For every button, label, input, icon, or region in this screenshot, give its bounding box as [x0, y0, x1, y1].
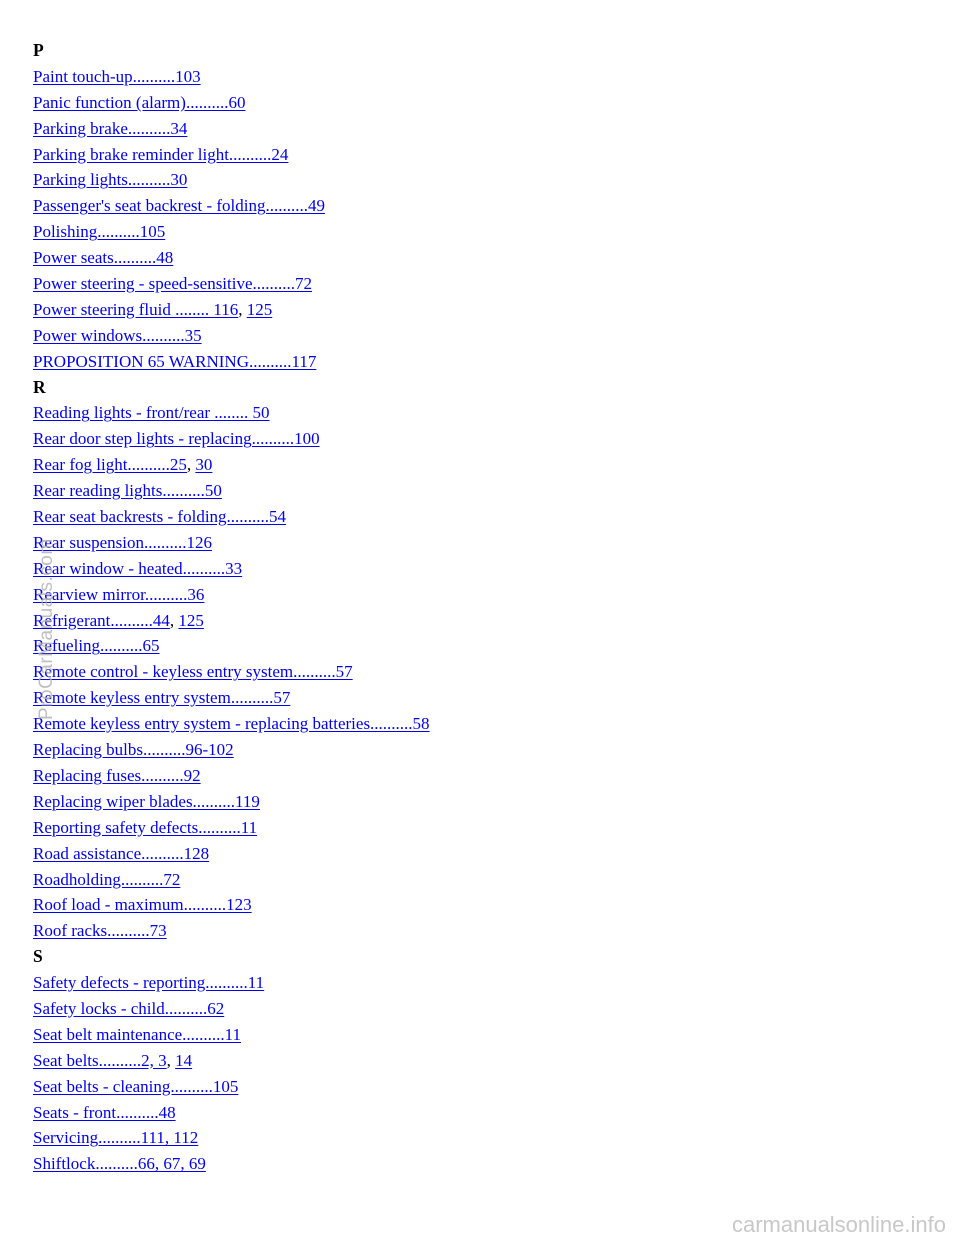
index-entry — [33, 1074, 430, 1100]
index-link[interactable]: Seat belts - cleaning..........105 — [33, 1076, 239, 1096]
index-link[interactable]: Remote keyless entry system..........57 — [33, 688, 291, 708]
index-link[interactable]: Power steering - speed-sensitive..........72 — [33, 274, 313, 294]
index-link[interactable]: Refueling..........65 — [33, 636, 160, 656]
index-entry — [33, 685, 430, 711]
index-entry — [33, 1151, 430, 1177]
index-link[interactable]: Parking lights..........30 — [33, 170, 188, 190]
index-link[interactable]: Rearview mirror..........36 — [33, 584, 205, 604]
index-link[interactable]: Rear fog light..........25 — [33, 455, 187, 475]
index-entry — [33, 556, 430, 582]
index-entry — [33, 116, 430, 142]
index-link[interactable]: Rear door step lights - replacing..........100 — [33, 429, 320, 449]
index-entry — [33, 323, 430, 349]
index-entry — [33, 918, 430, 944]
index-entry — [33, 789, 430, 815]
index-link[interactable]: Rear reading lights..........50 — [33, 481, 222, 501]
index-link[interactable]: Replacing bulbs..........96-102 — [33, 740, 234, 760]
footer-watermark: carmanualsonline.info — [731, 1212, 946, 1237]
index-entry — [33, 892, 430, 918]
index-link[interactable]: Rear window - heated..........33 — [33, 558, 243, 578]
index-link[interactable]: Power seats..........48 — [33, 248, 174, 268]
index-link[interactable]: Safety defects - reporting..........11 — [33, 973, 265, 993]
index-entry — [33, 167, 430, 193]
index-entry — [33, 841, 430, 867]
index-entry — [33, 400, 430, 426]
index-link[interactable]: Servicing..........111, 112 — [33, 1128, 199, 1148]
index-entry — [33, 271, 430, 297]
index-entry — [33, 193, 430, 219]
index-entry — [33, 90, 430, 116]
section-heading-p: P — [33, 40, 44, 60]
index-link[interactable]: Panic function (alarm)..........60 — [33, 92, 246, 112]
index-entry — [33, 582, 430, 608]
index-entry — [33, 349, 430, 375]
index-entry — [33, 142, 430, 168]
index-entry — [33, 970, 430, 996]
section-heading-s: S — [33, 946, 43, 967]
index-link[interactable]: Roof racks..........73 — [33, 921, 167, 941]
index-link[interactable]: Safety locks - child..........62 — [33, 998, 225, 1018]
index-entry — [33, 711, 430, 737]
index-link[interactable]: 30 — [195, 455, 213, 475]
index-entry — [33, 478, 430, 504]
index-link[interactable]: Seats - front..........48 — [33, 1102, 176, 1122]
index-link[interactable]: Road assistance..........128 — [33, 843, 210, 863]
index-entry — [33, 633, 430, 659]
index-link[interactable]: Parking brake..........34 — [33, 118, 188, 138]
index-entry — [33, 1048, 430, 1074]
index-entry — [33, 1022, 430, 1048]
index-entry — [33, 867, 430, 893]
index-link[interactable]: Polishing..........105 — [33, 222, 166, 242]
index-link[interactable]: 125 — [178, 610, 204, 630]
index-entry — [33, 452, 430, 478]
index-link[interactable]: Rear seat backrests - folding..........54 — [33, 507, 287, 527]
index-link[interactable]: Passenger's seat backrest - folding..........49 — [33, 196, 325, 216]
section-heading-r: R — [33, 376, 46, 397]
index-entry — [33, 996, 430, 1022]
alphabetical-index — [33, 38, 430, 1177]
index-entry — [33, 297, 430, 323]
index-link[interactable]: Seat belt maintenance..........11 — [33, 1024, 242, 1044]
index-entry — [33, 1125, 430, 1151]
link-separator: , — [166, 1050, 176, 1070]
index-entry — [33, 737, 430, 763]
link-separator: , — [238, 299, 247, 319]
index-link[interactable]: 14 — [175, 1050, 193, 1070]
index-entry — [33, 64, 430, 90]
index-link[interactable]: Seat belts..........2, 3 — [33, 1050, 167, 1070]
index-entry — [33, 530, 430, 556]
index-link[interactable]: Shiftlock..........66, 67, 69 — [33, 1154, 206, 1174]
side-watermark: ProCarManuals.com — [36, 538, 57, 720]
index-entry — [33, 426, 430, 452]
index-entry — [33, 608, 430, 634]
index-link[interactable]: Replacing wiper blades..........119 — [33, 791, 260, 811]
index-link[interactable]: Power windows..........35 — [33, 325, 202, 345]
index-link[interactable]: Remote control - keyless entry system..........57 — [33, 662, 353, 682]
link-separator: , — [186, 455, 196, 475]
index-entry — [33, 1100, 430, 1126]
index-link[interactable]: Roof load - maximum..........123 — [33, 895, 252, 915]
link-separator: , — [169, 610, 179, 630]
index-link[interactable]: Parking brake reminder light..........24 — [33, 144, 289, 164]
index-link[interactable]: Refrigerant..........44 — [33, 610, 170, 630]
index-entry — [33, 504, 430, 530]
index-link[interactable]: Power steering fluid ........ 116 — [33, 299, 239, 319]
index-entry — [33, 659, 430, 685]
index-link[interactable]: Reading lights - front/rear ........ 50 — [33, 403, 270, 423]
index-link[interactable]: Paint touch-up..........103 — [33, 66, 201, 86]
index-link[interactable]: PROPOSITION 65 WARNING..........117 — [33, 351, 317, 371]
index-entry — [33, 763, 430, 789]
index-link[interactable]: Replacing fuses..........92 — [33, 765, 201, 785]
index-link[interactable]: Remote keyless entry system - replacing batteries..........58 — [33, 714, 430, 734]
index-link[interactable]: 125 — [246, 299, 273, 319]
index-link[interactable]: Roadholding..........72 — [33, 869, 181, 889]
index-link[interactable]: Reporting safety defects..........11 — [33, 817, 258, 837]
index-entry — [33, 245, 430, 271]
index-entry — [33, 219, 430, 245]
index-entry — [33, 815, 430, 841]
index-link[interactable]: Rear suspension..........126 — [33, 532, 212, 552]
